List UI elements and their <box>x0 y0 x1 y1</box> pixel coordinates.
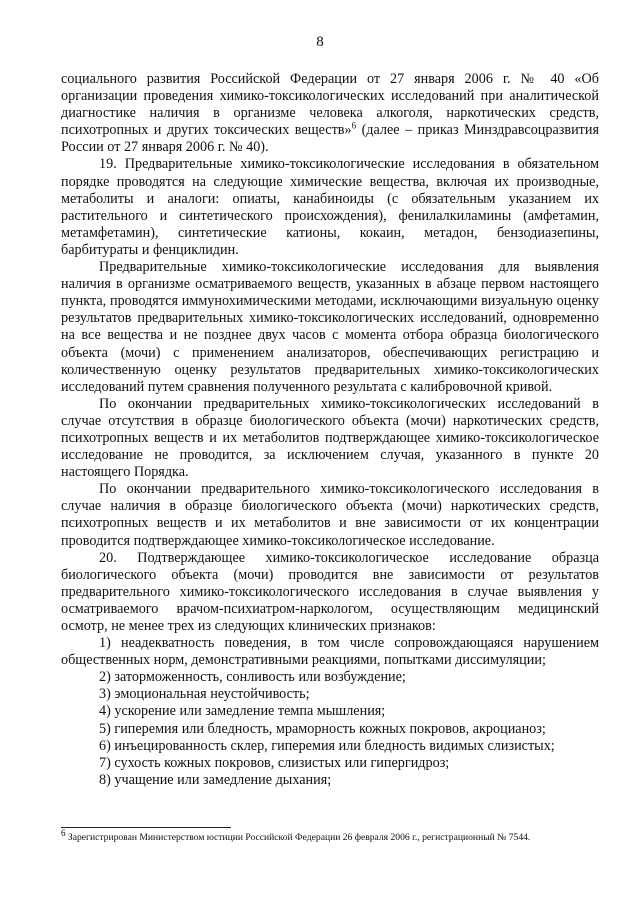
list-item-text: инъецированность склер, гиперемия или бледность видимых слизистых; <box>114 737 555 754</box>
paragraph-item-19: 19. Предварительные химико-токсикологические исследования в обязательном порядке проводятся на следующие химические вещества, включая их производные, метаболиты и аналоги: опиаты, канабиноиды (с обязательным указанием их растительного и синтетического происхождения), фенилалкиламины (амфетамин, метамфетамин), синтетические катионы, кокаин, метадон, бензодиазепины, барбитураты и фенциклидин. <box>61 156 599 258</box>
list-item <box>61 772 599 789</box>
list-item-number: 2) <box>99 669 111 686</box>
list-item-number: 4) <box>99 703 111 720</box>
list-item <box>61 669 599 686</box>
paragraph: По окончании предварительных химико-токсикологических исследований в случае отсутствия в образце биологического объекта (мочи) наркотических средств, психотропных веществ и их метаболитов подтверждающее химико-токсикологическое исследование не проводится, за исключением случая, указанного в пункте 20 настоящего Порядка. <box>61 395 599 481</box>
list-item-text: неадекватность поведения, в том числе сопровождающаяся нарушением общественных норм, демонстративными реакциями, попытками диссимуляции; <box>61 635 599 669</box>
list-item <box>61 738 599 755</box>
document-body <box>61 71 599 789</box>
list-item-text: сухость кожных покровов, слизистых или гипергидроз; <box>114 754 450 771</box>
paragraph-text: социального развития Российской Федерации от 27 января 2006 г. № 40 «Об организации проведения химико-токсикологических исследований при аналитической диагностике наличия в организме человека алкоголя, наркотических средств, психотропных и других токсических веществ» <box>61 71 599 139</box>
list-item-number: 3) <box>99 686 111 703</box>
footnote <box>61 827 621 844</box>
footnote-divider <box>61 827 231 828</box>
list-item-number: 6) <box>99 737 111 754</box>
paragraph-continuation <box>61 71 599 156</box>
list-item-text: учащение или замедление дыхания; <box>114 771 332 788</box>
paragraph-item-20: 20. Подтверждающее химико-токсикологическое исследование образца биологического объекта (мочи) проводится вне зависимости от результатов предварительного химико-токсикологического исследования в случае выявления у осматриваемого врачом-психиатром-наркологом, осуществляющим медицинский осмотр, не менее трех из следующих клинических признаков: <box>61 549 599 634</box>
paragraph: Предварительные химико-токсикологические исследования для выявления наличия в организме осматриваемого веществ, указанных в абзаце первом настоящего пункта, проводятся иммунохимическими методами, исключающими визуальную оценку результатов предварительных химико-токсикологических исследований, одновременно на все вещества и не позднее двух часов с момента отбора образца биологического объекта (мочи) с применением анализаторов, обеспечивающих регистрацию и количественную оценку результатов предварительных химико-токсикологических исследований путем сравнения полученного результата с калибровочной кривой. <box>61 259 599 395</box>
list-item-text: гиперемия или бледность, мраморность кожных покровов, акроцианоз; <box>114 720 546 737</box>
list-item-text: эмоциональная неустойчивость; <box>114 686 310 703</box>
list-item-text: ускорение или замедление темпа мышления; <box>114 703 386 720</box>
list-item-number: 7) <box>99 754 111 771</box>
footnote-text: Зарегистрирован Министерством юстиции Российской Федерации 26 февраля 2006 г., регистрационный № 7544. <box>65 832 531 843</box>
paragraph-text: (далее – приказ Минздравсоцразвития России от 27 января 2006 г. № 40). <box>61 122 599 156</box>
list-item-text: заторможенность, сонливость или возбуждение; <box>114 669 406 686</box>
list-item-number: 1) <box>99 635 111 652</box>
list-item <box>61 635 599 669</box>
list-item <box>61 686 599 703</box>
page-number: 8 <box>316 34 324 50</box>
list-item <box>61 703 599 720</box>
clinical-signs-list <box>61 635 599 789</box>
footnote-marker: 6 <box>61 827 66 838</box>
list-item-number: 5) <box>99 720 111 737</box>
list-item <box>61 721 599 738</box>
paragraph: По окончании предварительного химико-токсикологического исследования в случае наличия в образце биологического объекта (мочи) наркотических средств, психотропных веществ и их метаболитов и вне зависимости от их концентрации проводится подтверждающее химико-токсикологическое исследование. <box>61 481 599 549</box>
list-item-number: 8) <box>99 771 111 788</box>
list-item <box>61 755 599 772</box>
footnote-reference[interactable]: 6 <box>351 120 357 131</box>
